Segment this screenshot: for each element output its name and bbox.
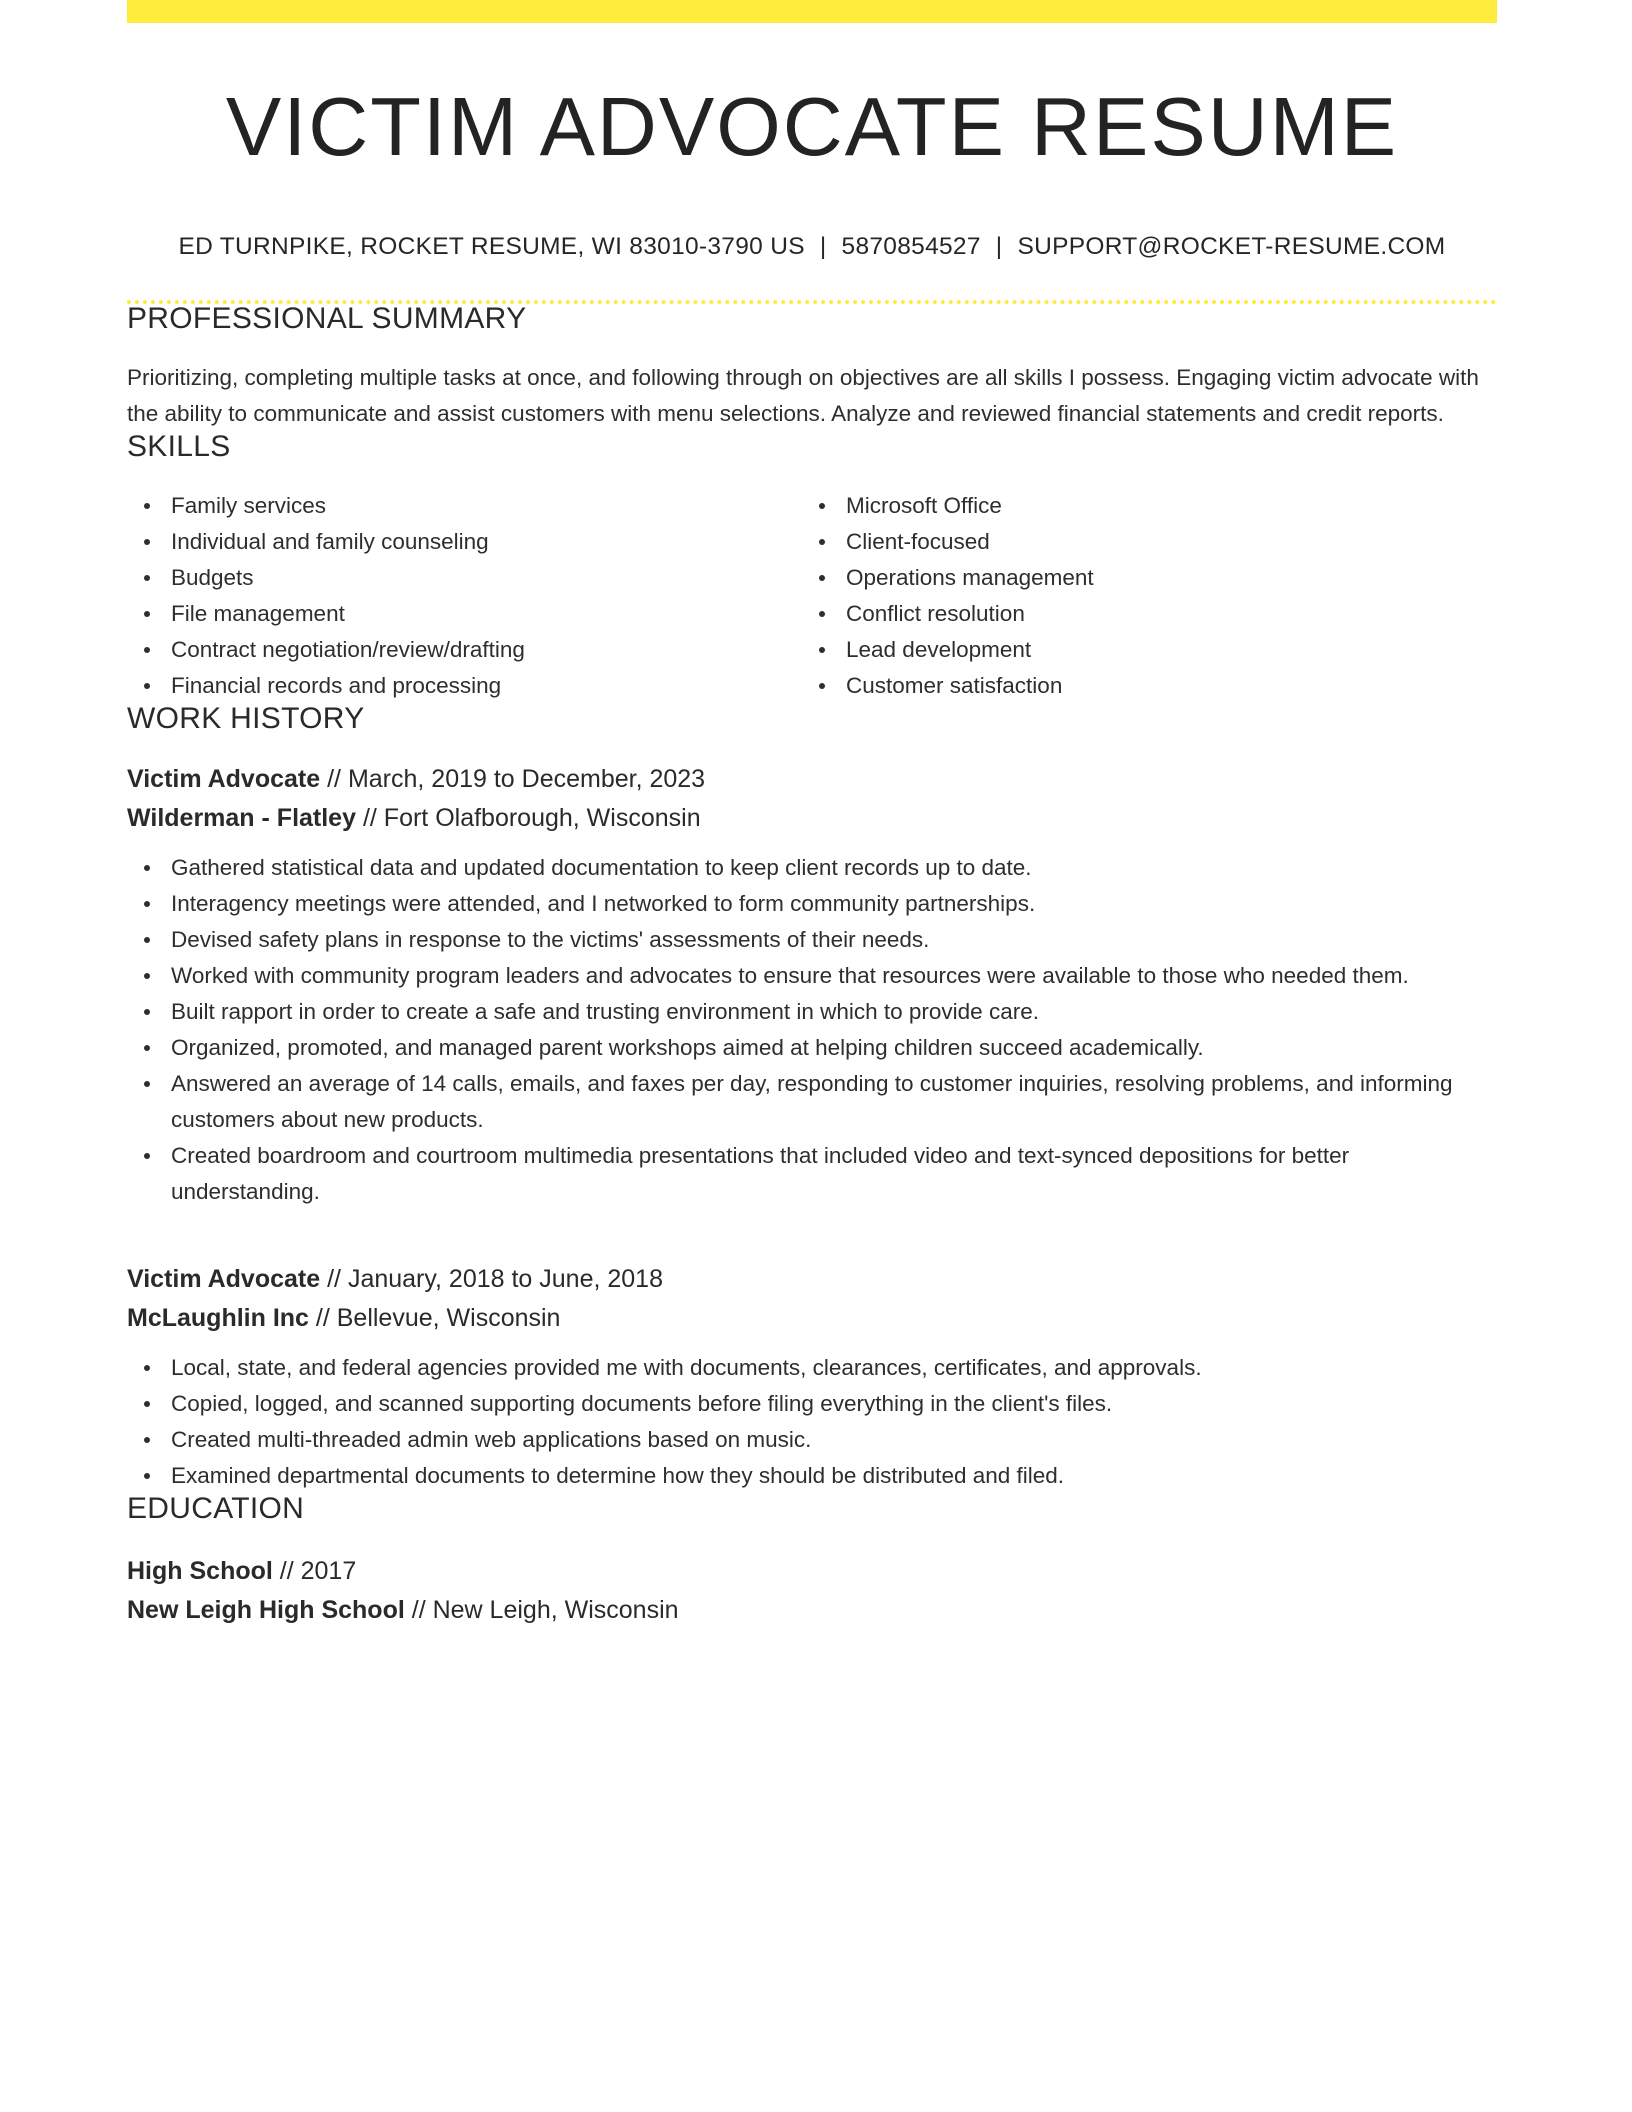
skill-item: Operations management: [802, 560, 1477, 596]
skill-item: Family services: [127, 488, 802, 524]
job-bullet: Local, state, and federal agencies provided me with documents, clearances, certificates, and approvals.: [127, 1350, 1497, 1386]
skill-item: Microsoft Office: [802, 488, 1477, 524]
skills-column-left: [127, 488, 802, 704]
job-divider: //: [320, 764, 348, 793]
job-divider: //: [308, 1303, 337, 1332]
job-bullet: Gathered statistical data and updated documentation to keep client records up to date.: [127, 850, 1497, 886]
resume-page: [127, 0, 1497, 1630]
job-dates: March, 2019 to December, 2023: [347, 764, 706, 793]
education-school: New Leigh High School: [127, 1595, 405, 1624]
job-bullet: Answered an average of 14 calls, emails, and faxes per day, responding to customer inquiries, resolving problems, and informing customers about new products.: [127, 1066, 1497, 1138]
education-divider: //: [272, 1556, 301, 1585]
skills-heading: SKILLS: [127, 429, 231, 463]
job-bullet: Devised safety plans in response to the victims' assessments of their needs.: [127, 922, 1497, 958]
contact-line: [127, 235, 1497, 260]
skill-item: Lead development: [802, 632, 1477, 668]
top-accent-bar: [127, 0, 1497, 23]
skill-item: Contract negotiation/review/drafting: [127, 632, 802, 668]
job-title-line: [127, 760, 1497, 799]
job-company-line: [127, 1299, 1497, 1338]
job-bullet: Copied, logged, and scanned supporting documents before filing everything in the client's files.: [127, 1386, 1497, 1422]
job-dates: January, 2018 to June, 2018: [347, 1264, 663, 1293]
contact-phone: 5870854527: [841, 233, 981, 260]
job-bullet: Examined departmental documents to determine how they should be distributed and filed.: [127, 1458, 1497, 1494]
education-degree-line: [127, 1552, 1497, 1591]
skills-grid: [127, 488, 1497, 704]
work-history-heading: WORK HISTORY: [127, 701, 365, 735]
skill-item: Customer satisfaction: [802, 668, 1477, 704]
job-location: Fort Olafborough, Wisconsin: [383, 803, 701, 832]
education-school-line: [127, 1591, 1497, 1630]
education-location: New Leigh, Wisconsin: [432, 1595, 679, 1624]
skill-item: Individual and family counseling: [127, 524, 802, 560]
job-title: Victim Advocate: [127, 1264, 321, 1293]
education-degree: High School: [127, 1556, 273, 1585]
summary-text: Prioritizing, completing multiple tasks at once, and following through on objectives are all skills I possess. Engaging victim advocate with the ability to communicate and assist customers with menu selections. Analyze and reviewed financial statements and credit reports.: [127, 364, 1479, 426]
contact-separator: |: [995, 233, 1003, 260]
job-bullet: Created boardroom and courtroom multimedia presentations that included video and text-synced depositions for better understanding.: [127, 1138, 1497, 1210]
job-location: Bellevue, Wisconsin: [336, 1303, 561, 1332]
job-bullets: [127, 850, 1497, 1210]
skill-item: File management: [127, 596, 802, 632]
education-heading: EDUCATION: [127, 1491, 305, 1525]
education-year: 2017: [300, 1556, 357, 1585]
job-bullet: Interagency meetings were attended, and I networked to form community partnerships.: [127, 886, 1497, 922]
education-divider: //: [404, 1595, 433, 1624]
job-bullet: Built rapport in order to create a safe and trusting environment in which to provide care.: [127, 994, 1497, 1030]
skill-item: Financial records and processing: [127, 668, 802, 704]
skill-item: Conflict resolution: [802, 596, 1477, 632]
job-title-line: [127, 1260, 1497, 1299]
job-company: McLaughlin Inc: [127, 1303, 309, 1332]
job-divider: //: [320, 1264, 348, 1293]
skills-column-right: [802, 488, 1477, 704]
skill-item: Client-focused: [802, 524, 1477, 560]
contact-address: ED TURNPIKE, ROCKET RESUME, WI 83010-3790 US: [178, 233, 805, 260]
job-bullets: [127, 1350, 1497, 1494]
job-company-line: [127, 799, 1497, 838]
job-title: Victim Advocate: [127, 764, 321, 793]
job-divider: //: [356, 803, 384, 832]
job-bullet: Created multi-threaded admin web applications based on music.: [127, 1422, 1497, 1458]
job-company: Wilderman - Flatley: [127, 803, 356, 832]
job-bullet: Organized, promoted, and managed parent workshops aimed at helping children succeed academically.: [127, 1030, 1497, 1066]
contact-email: SUPPORT@ROCKET-RESUME.COM: [1017, 233, 1446, 260]
job-bullet: Worked with community program leaders and advocates to ensure that resources were available to those who needed them.: [127, 958, 1497, 994]
skill-item: Budgets: [127, 560, 802, 596]
resume-title: VICTIM ADVOCATE RESUME: [225, 80, 1399, 173]
summary-heading: PROFESSIONAL SUMMARY: [127, 301, 527, 335]
contact-separator: |: [819, 233, 827, 260]
